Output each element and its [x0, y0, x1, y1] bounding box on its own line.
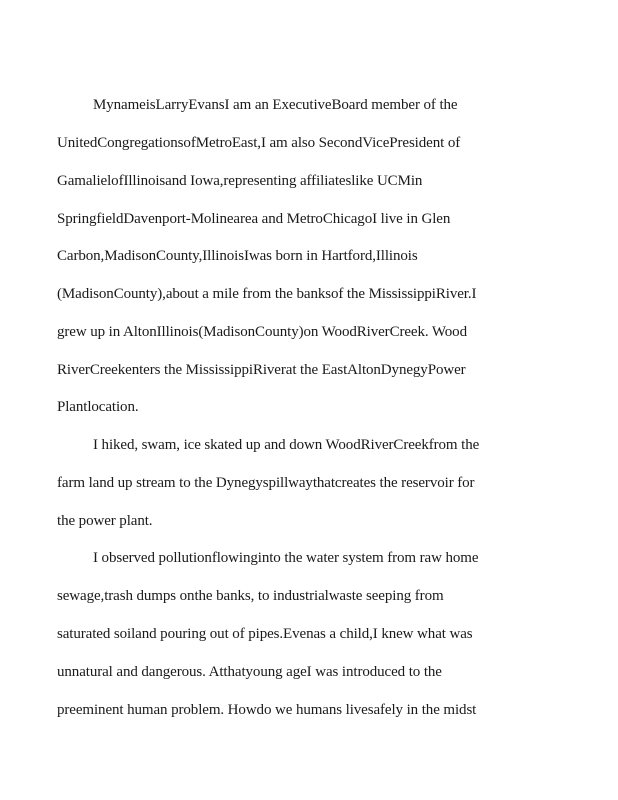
paragraph-1-line-9: Plantlocation.	[57, 399, 139, 415]
paragraph-3-line-5: preeminent human problem. Howdo we humans livesafely in the midst	[57, 702, 477, 718]
paragraph-1-line-4: SpringfieldDavenport-Molinearea and MetroChicagoI live in Glen	[57, 211, 451, 227]
paragraph-1-line-5: Carbon,MadisonCounty,IllinoisIwas born in Hartford,Illinois	[57, 248, 418, 264]
paragraph-2-line-3: the power plant.	[57, 513, 153, 529]
paragraph-2-line-2: farm land up stream to the Dynegyspillwaythatcreates the reservoir for	[57, 475, 475, 491]
paragraph-3-line-3: saturated soiland pouring out of pipes.Evenas a child,I knew what was	[57, 626, 473, 642]
paragraph-1-line-2: UnitedCongregationsofMetroEast,I am also SecondVicePresident of	[57, 135, 461, 151]
paragraph-3-line-4: unnatural and dangerous. Atthatyoung ageI was introduced to the	[57, 664, 442, 680]
paragraph-1-line-8: RiverCreekenters the MississippiRiverat the EastAltonDynegyPower	[57, 362, 466, 378]
paragraph-3-line-1: I observed pollutionflowinginto the water system from raw home	[93, 550, 479, 566]
paragraph-1-line-6: (MadisonCounty),about a mile from the banksof the MississippiRiver.I	[57, 286, 477, 302]
paragraph-2-line-1: I hiked, swam, ice skated up and down WoodRiverCreekfrom the	[93, 437, 480, 453]
paragraph-3-line-2: sewage,trash dumps onthe banks, to industrialwaste seeping from	[57, 588, 444, 604]
paragraph-1-line-7: grew up in AltonIllinois(MadisonCounty)on WoodRiverCreek. Wood	[57, 324, 467, 340]
paragraph-1-line-1: MynameisLarryEvansI am an ExecutiveBoard member of the	[93, 97, 458, 113]
paragraph-1-line-3: GamalielofIllinoisand Iowa,representing affiliateslike UCMin	[57, 173, 423, 189]
